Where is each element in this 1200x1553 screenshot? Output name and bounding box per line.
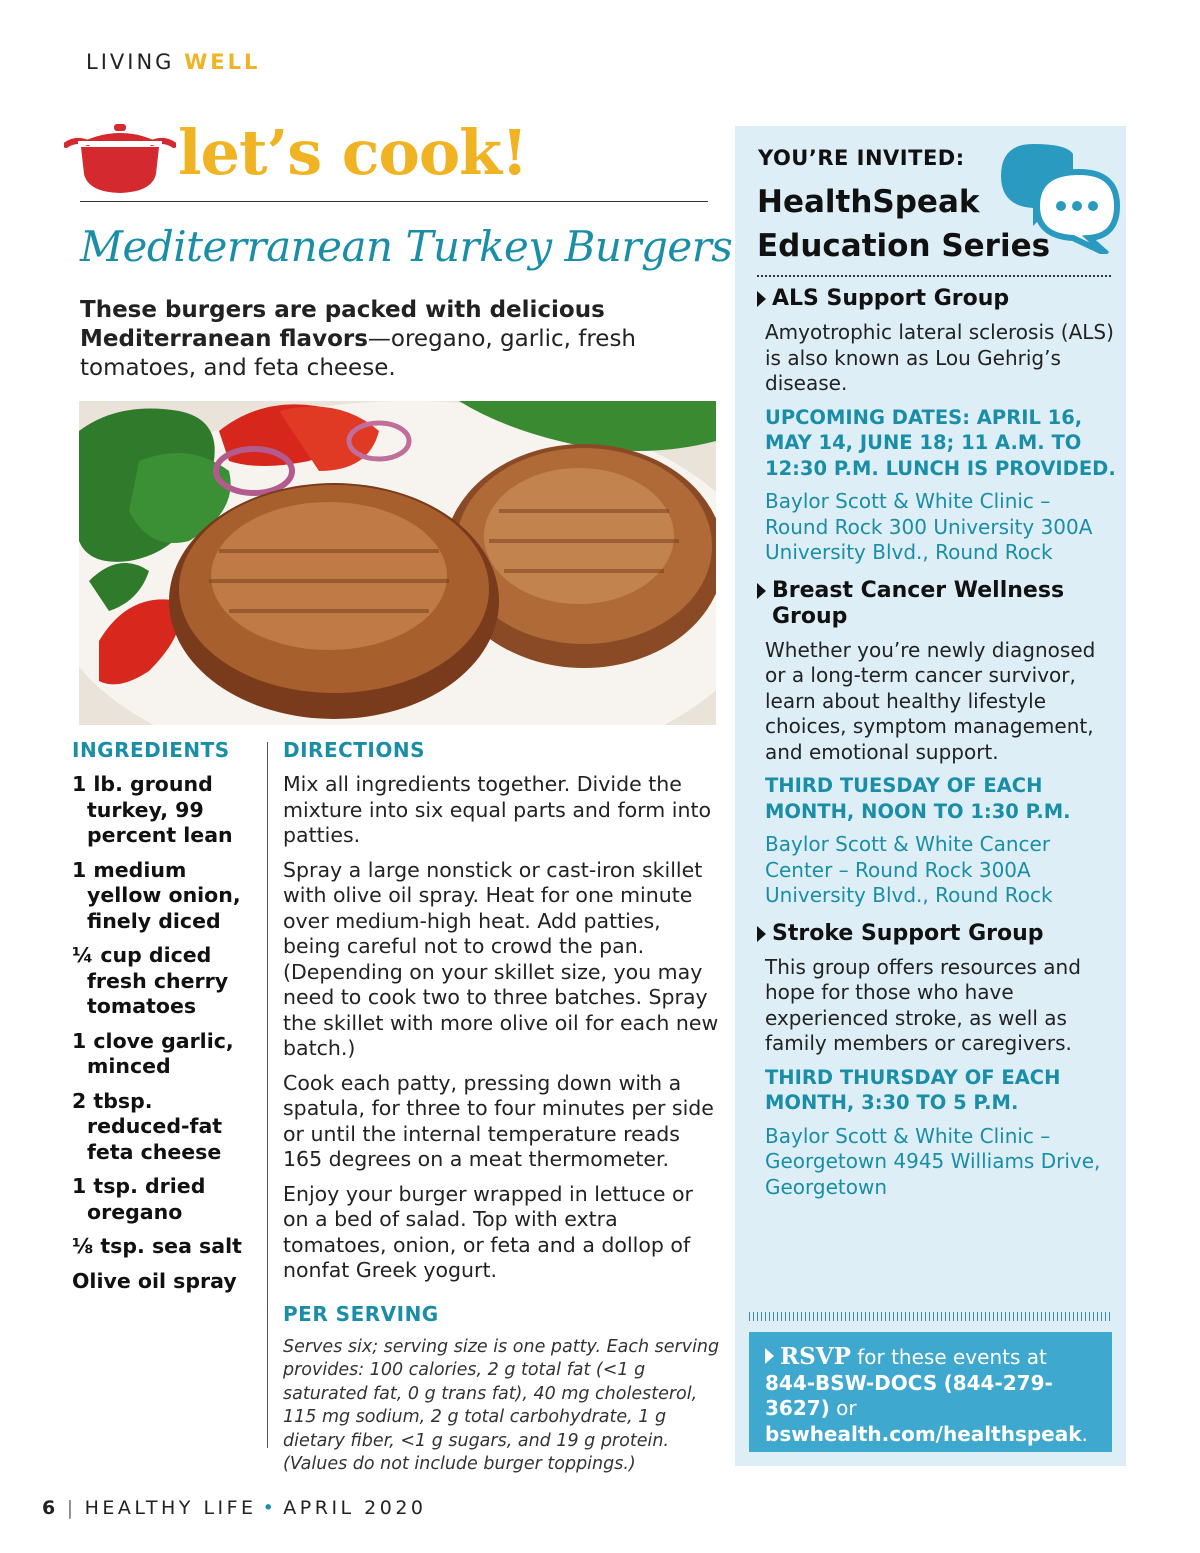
ingredient-item: ⅛ tsp. sea salt (72, 1234, 242, 1258)
ingredient-item: ¼ cup diced fresh cherry tomatoes (72, 943, 229, 1018)
ingredient-item: Olive oil spray (72, 1268, 237, 1293)
event-location: Baylor Scott & White Clinic – Georgetown 4945 Williams Drive, Georgetown (765, 1123, 1101, 1199)
column-divider (267, 742, 268, 1448)
rsvp-box (749, 1332, 1112, 1452)
turkey-burgers-photo (79, 401, 716, 725)
event-title-text: Stroke Support Group (772, 920, 1044, 946)
per-serving-text: Serves six; serving size is one patty. Each serving provides: 100 calories, 2 g total fat (<1 g saturated fat, 0 g trans fat), 40 mg cholesterol, 115 mg sodium, 2 g total carbohydrate, 1 g dietary fiber, <1 g sugars, and 19 g protein. (Values do not include burger toppings.) (283, 1336, 720, 1474)
directions-column (283, 738, 723, 1477)
event-dates: UPCOMING DATES: APRIL 16, MAY 14, JUNE 18; 11 A.M. TO 12:30 P.M. LUNCH IS PROVIDED. (765, 405, 1116, 480)
chat-bubbles-icon (993, 134, 1125, 254)
section-label-part2: WELL (184, 50, 261, 74)
per-serving-heading: PER SERVING (283, 1301, 439, 1326)
cook-title: let’s cook! (178, 116, 528, 189)
event-description: Amyotrophic lateral sclerosis (ALS) is also known as Lou Gehrig’s disease. (765, 320, 1114, 395)
event-dates: THIRD TUESDAY OF EACH MONTH, NOON TO 1:30 P.M. (765, 774, 1071, 823)
invited-label: YOU’RE INVITED: (758, 146, 965, 170)
ingredient-item: 2 tbsp. reduced-fat feta cheese (72, 1088, 223, 1164)
direction-step: Spray a large nonstick or cast-iron skillet with olive oil spray. Heat for one minute over medium-high heat. Add patties, being careful not to crowd the pan. (Depending on your skillet size, you may need to cook two to three batches. Spray the skillet with more olive oil for each new batch.) (283, 857, 719, 1060)
direction-step: Enjoy your burger wrapped in lettuce or on a bed of salad. Top with extra tomatoes, onion, or feta and a dollop of nonfat Greek yogurt. (283, 1181, 693, 1282)
rsvp-phone: 844-BSW-DOCS (765, 1370, 938, 1395)
intro-rest: —oregano, garlic, fresh tomatoes, and feta cheese. (80, 326, 636, 381)
event-title-text: ALS Support Group (772, 286, 1010, 311)
page-footer (42, 1497, 427, 1519)
rsvp-period: . (1081, 1421, 1088, 1446)
ingredient-item: 1 tsp. dried oregano (72, 1174, 206, 1224)
event-title (757, 286, 1117, 320)
event-group-breast-cancer (757, 578, 1117, 909)
footer-dot: • (262, 1497, 278, 1519)
event-title (757, 921, 1117, 955)
section-label-part1: LIVING (86, 50, 175, 74)
event-description: This group offers resources and hope for those who have experienced stroke, as well as family members or caregivers. (765, 954, 1081, 1055)
rsvp-text: for these events at (850, 1345, 1047, 1369)
triangle-bullet-icon (757, 583, 766, 599)
rsvp-phone-numeric: (844-279-3627) (765, 1370, 1053, 1420)
direction-step: Cook each patty, pressing down with a spatula, for three to four minutes per side or until the internal temperature reads 165 degrees on a meat thermometer. (283, 1070, 714, 1171)
triangle-bullet-icon (757, 291, 766, 307)
publication-name: HEALTHY LIFE (84, 1497, 257, 1519)
triangle-bullet-icon (757, 926, 766, 942)
triangle-bullet-icon (765, 1348, 774, 1364)
event-group-stroke (757, 921, 1117, 1201)
event-group-als (757, 286, 1117, 566)
publication-date: APRIL 2020 (283, 1497, 427, 1519)
sidebar-title-line1: HealthSpeak (757, 184, 980, 220)
ingredients-heading: INGREDIENTS (72, 738, 230, 762)
event-title (757, 578, 1117, 638)
intro-text (80, 296, 710, 383)
ingredients-column (72, 738, 262, 1303)
rsvp-or: or (829, 1396, 857, 1420)
event-title-text: Breast Cancer Wellness Group (772, 577, 1065, 629)
section-label (86, 50, 260, 74)
rsvp-word: RSVP (780, 1343, 851, 1370)
event-description: Whether you’re newly diagnosed or a long-term cancer survivor, learn about healthy lifestyle choices, symptom management, and emotional support. (765, 637, 1096, 764)
event-dates: THIRD THURSDAY OF EACH MONTH, 3:30 TO 5 P.M. (765, 1065, 1061, 1114)
page-number: 6 (42, 1497, 59, 1519)
sidebar-groups (757, 286, 1117, 1212)
direction-step: Mix all ingredients together. Divide the mixture into six equal parts and form into patties. (283, 772, 712, 847)
intro-bold: These burgers are packed with delicious Mediterranean flavors (80, 297, 605, 352)
ingredient-item: 1 lb. ground turkey, 99 percent lean (72, 772, 233, 847)
footer-separator: | (66, 1497, 77, 1519)
event-location: Baylor Scott & White Cancer Center – Round Rock 300A University Blvd., Round Rock (765, 832, 1053, 907)
sidebar-title-line2: Education Series (757, 228, 1051, 264)
ingredient-item: 1 clove garlic, minced (72, 1028, 234, 1078)
rsvp-url: bswhealth.com/healthspeak (765, 1421, 1082, 1446)
cooking-pot-icon (64, 118, 176, 198)
healthspeak-sidebar (735, 126, 1126, 1466)
directions-heading: DIRECTIONS (283, 738, 426, 762)
title-divider (80, 201, 708, 202)
ingredient-item: 1 medium yellow onion, finely diced (72, 857, 241, 933)
event-location: Baylor Scott & White Clinic – Round Rock 300 University 300A University Blvd., Round Rock (765, 489, 1093, 564)
recipe-title: Mediterranean Turkey Burgers (80, 222, 733, 271)
sidebar-dotted-divider (757, 275, 1111, 277)
sidebar-hatch-divider (749, 1312, 1113, 1321)
